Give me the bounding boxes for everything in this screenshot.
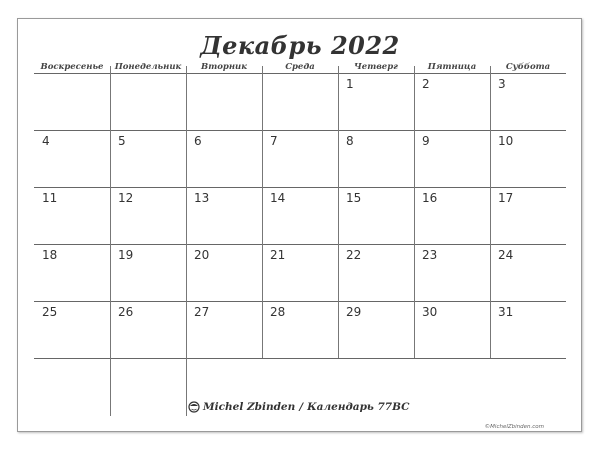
day-cell-number: 29	[346, 305, 362, 319]
grid-col-line-3	[262, 66, 263, 358]
weekday-thursday: Четверг	[354, 62, 398, 72]
grid-line-row-1	[34, 130, 566, 131]
weekday-tuesday: Вторник	[201, 62, 247, 72]
day-cell-number: 9	[422, 134, 430, 148]
footer-author: Michel Zbinden	[203, 401, 296, 413]
weekday-saturday: Суббота	[505, 62, 551, 72]
weekday-sunday: Воскресенье	[40, 62, 104, 72]
day-cell-number: 6	[194, 134, 202, 148]
day-cell-number: 17	[498, 191, 514, 205]
day-cell-number: 30	[422, 305, 438, 319]
day-cell-number: 25	[42, 305, 58, 319]
website-credit: ©MichelZbinden.com	[484, 424, 544, 430]
day-cell-number: 1	[346, 77, 354, 91]
grid-line-row-4	[34, 301, 566, 302]
grid-line-header	[34, 73, 566, 74]
day-cell-number: 21	[270, 248, 286, 262]
day-cell-number: 16	[422, 191, 438, 205]
grid-line-row-2	[34, 187, 566, 188]
day-cell-number: 28	[270, 305, 286, 319]
footer-credit	[188, 401, 410, 413]
day-cell-number: 27	[194, 305, 210, 319]
day-cell-number: 26	[118, 305, 134, 319]
day-cell-number: 24	[498, 248, 514, 262]
day-cell-number: 22	[346, 248, 362, 262]
day-cell-number: 2	[422, 77, 430, 91]
weekday-wednesday: Среда	[285, 62, 315, 72]
footer-code: Календарь 77BC	[307, 401, 410, 413]
calendar-title: Декабрь 2022	[200, 31, 400, 60]
day-cell-number: 18	[42, 248, 58, 262]
grid-line-row-3	[34, 244, 566, 245]
day-cell-number: 13	[194, 191, 210, 205]
weekday-monday: Понедельник	[114, 62, 182, 72]
calendar-grid	[34, 62, 566, 430]
grid-col-line-5	[414, 66, 415, 358]
day-cell-number: 31	[498, 305, 514, 319]
day-cell-number: 5	[118, 134, 126, 148]
day-cell-number: 4	[42, 134, 50, 148]
day-cell-number: 11	[42, 191, 58, 205]
day-cell-number: 19	[118, 248, 134, 262]
day-cell-number: 15	[346, 191, 362, 205]
day-cell-number: 8	[346, 134, 354, 148]
grid-col-line-1	[110, 66, 111, 416]
day-cell-number: 10	[498, 134, 514, 148]
day-cell-number: 20	[194, 248, 210, 262]
smiley-logo-icon	[188, 401, 200, 413]
day-cell-number: 7	[270, 134, 278, 148]
grid-line-row-5	[34, 358, 566, 359]
weekday-friday: Пятница	[427, 62, 477, 72]
day-cell-number: 3	[498, 77, 506, 91]
day-cell-number: 12	[118, 191, 134, 205]
grid-col-line-2	[186, 66, 187, 416]
day-cell-number: 14	[270, 191, 286, 205]
day-cell-number: 23	[422, 248, 438, 262]
grid-col-line-6	[490, 66, 491, 358]
grid-col-line-4	[338, 66, 339, 358]
footer-separator: /	[299, 401, 304, 413]
